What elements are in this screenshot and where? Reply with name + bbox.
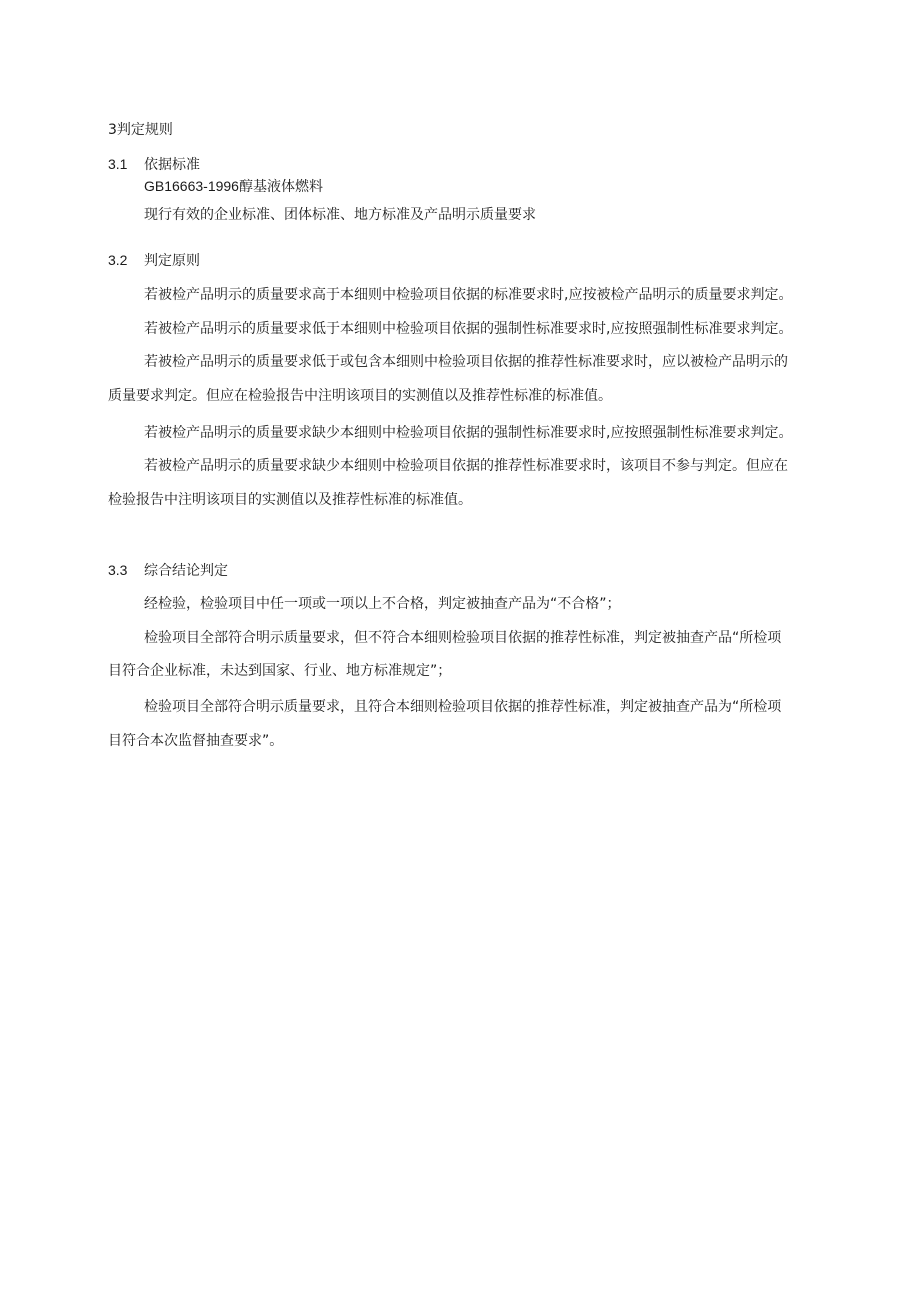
conclusion-paragraph-3-line-2: 目符合本次监督抽查要求”。 [108, 733, 284, 749]
standard-code: GB16663-1996 [144, 178, 239, 194]
subsection-number: 3.3 [108, 562, 128, 578]
other-standards: 现行有效的企业标准、团体标准、地方标准及产品明示质量要求 [144, 207, 536, 223]
standard-name: 醇基液体燃料 [238, 179, 323, 195]
subsection-number: 3.1 [108, 156, 128, 172]
subsection-3-1-heading [108, 154, 200, 175]
subsection-title: 依据标准 [144, 157, 200, 173]
subsection-title: 判定原则 [144, 253, 200, 269]
conclusion-paragraph-1: 经检验，检验项目中任一项或一项以上不合格，判定被抽查产品为“不合格”； [144, 596, 621, 612]
conclusion-paragraph-3-line-1: 检验项目全部符合明示质量要求，且符合本细则检验项目依据的推荐性标准，判定被抽查产品为“所检项 [144, 699, 782, 715]
principle-paragraph-5-line-1: 若被检产品明示的质量要求缺少本细则中检验项目依据的推荐性标准要求时，该项目不参与判定。但应在 [144, 458, 788, 474]
conclusion-paragraph-2-line-1: 检验项目全部符合明示质量要求，但不符合本细则检验项目依据的推荐性标准，判定被抽查产品“所检项 [144, 630, 782, 646]
principle-paragraph-3-line-1: 若被检产品明示的质量要求低于或包含本细则中检验项目依据的推荐性标准要求时，应以被检产品明示的 [144, 354, 788, 370]
principle-paragraph-4: 若被检产品明示的质量要求缺少本细则中检验项目依据的强制性标准要求时,应按照强制性标准要求判定。 [144, 425, 793, 441]
principle-paragraph-5-line-2: 检验报告中注明该项目的实测值以及推荐性标准的标准值。 [108, 492, 472, 508]
principle-paragraph-1: 若被检产品明示的质量要求高于本细则中检验项目依据的标准要求时,应按被检产品明示的质量要求判定。 [144, 287, 793, 303]
principle-paragraph-2: 若被检产品明示的质量要求低于本细则中检验项目依据的强制性标准要求时,应按照强制性标准要求判定。 [144, 321, 793, 337]
standard-reference [144, 176, 323, 197]
conclusion-paragraph-2-line-2: 目符合企业标准，未达到国家、行业、地方标准规定”； [108, 663, 452, 679]
subsection-number: 3.2 [108, 252, 128, 268]
subsection-3-2-heading [108, 250, 200, 271]
principle-paragraph-3-line-2: 质量要求判定。但应在检验报告中注明该项目的实测值以及推荐性标准的标准值。 [108, 388, 612, 404]
section-heading [108, 120, 173, 140]
subsection-title: 综合结论判定 [144, 563, 228, 579]
section-heading-text: 3判定规则 [108, 122, 173, 138]
subsection-3-3-heading [108, 560, 228, 581]
